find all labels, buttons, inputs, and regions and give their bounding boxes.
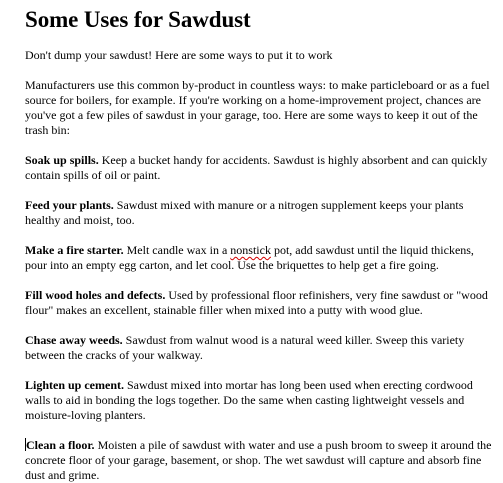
tip-text: Sawdust mixed with manure or a nitrogen supplement keeps your plants healthy and moist, too. [25, 198, 464, 227]
tip-chase-weeds [25, 333, 495, 363]
spellcheck-flagged-word[interactable]: nonstick [230, 243, 271, 257]
article-lead-paragraph: Manufacturers use this common by-product in countless ways: to make particleboard or as a fuel source for boilers, for example. If you're working on a home-improvement project, chances are you've got a few piles of sawdust in your garage, too. Here are some ways to keep it out of the trash bin: [25, 78, 490, 137]
tip-title: Lighten up cement. [25, 378, 124, 392]
tip-title: Make a fire starter. [25, 243, 124, 257]
tip-title: Clean a floor. [26, 438, 95, 452]
tip-title: Soak up spills. [25, 153, 99, 167]
tip-text: Sawdust mixed into mortar has long been used when erecting cordwood walls to aid in bonding the logs together. Do the same when casting lightweight vessels and moisture-loving planters. [25, 378, 473, 422]
tip-text-before: Melt candle wax in a [126, 243, 228, 257]
tip-text: Keep a bucket handy for accidents. Sawdust is highly absorbent and can quickly contain spills of oil or paint. [25, 153, 488, 182]
tip-text: Used by professional floor refinishers, very fine sawdust or "wood flour" makes an excellent, stainable filler when mixed into a putty with wood glue. [25, 288, 488, 317]
tip-soak-up-spills [25, 153, 495, 183]
tip-feed-plants [25, 198, 495, 228]
tip-title: Feed your plants. [25, 198, 114, 212]
tip-text: Sawdust from walnut wood is a natural weed killer. Sweep this variety between the cracks of your walkway. [25, 333, 465, 362]
tip-text-after: pot, add sawdust until the liquid thickens, pour into an empty egg carton, and let cool. Use the briquettes to help get a fire going. [25, 243, 474, 272]
article-title: Some Uses for Sawdust [25, 7, 251, 32]
tip-fire-starter [25, 243, 495, 273]
tip-title: Chase away weeds. [25, 333, 123, 347]
tip-text: Moisten a pile of sawdust with water and use a push broom to sweep it around the concrete floor of your garage, basement, or shop. The wet sawdust will capture and absorb fine dust and grime. [25, 438, 492, 482]
tip-title: Fill wood holes and defects. [25, 288, 166, 302]
tip-clean-floor [25, 438, 495, 483]
article-intro: Don't dump your sawdust! Here are some ways to put it to work [25, 48, 333, 62]
tip-lighten-cement [25, 378, 495, 423]
document-body[interactable] [25, 0, 495, 483]
tip-fill-wood-holes [25, 288, 495, 318]
